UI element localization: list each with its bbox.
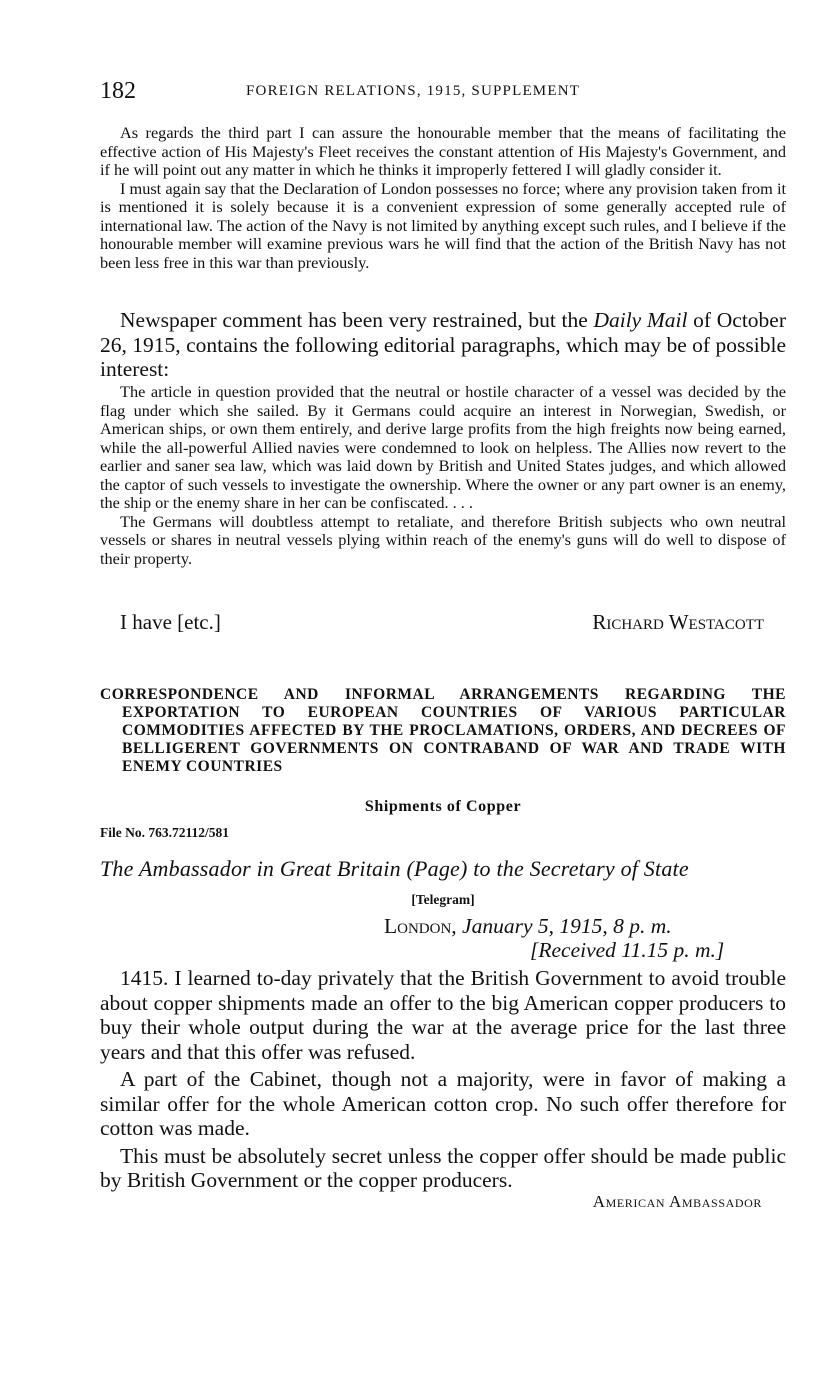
letter-signoff [120,610,764,640]
dateline [384,914,672,939]
running-head: FOREIGN RELATIONS, 1915, SUPPLEMENT [246,83,581,99]
telegram-paragraph-1: 1415. I learned to-day privately that the British Government to avoid trouble about copper shipments made an offer to the big American copper producers to buy their whole output during the war at the average price for the last three years and that this offer was refused. [100,966,786,1064]
newspaper-intro [100,308,786,382]
closing-formula: I have [etc.] [120,610,221,634]
newspaper-name: Daily Mail [593,308,688,332]
telegram-label: [Telegram] [411,892,475,907]
file-number: File No. 763.72112/581 [100,825,229,840]
telegram-paragraph-2: A part of the Cabinet, though not a majority, were in favor of making a similar offer for the whole American cotton crop. No such offer therefore for cotton was made. [100,1067,786,1140]
parliament-reply [100,124,786,272]
section-title: CORRESPONDENCE AND INFORMAL ARRANGEMENTS REGARDING THE EXPORTATION TO EUROPEAN COUNTRIES OF VARIOUS PARTICULAR COMMODITIES AFFECTED BY THE PROCLAMATIONS, ORDERS, AND DECREES OF BELLIGERENT GOVERNMENTS ON CONTRABAND OF WAR AND TRADE WITH ENEMY COUNTRIES [100,686,786,775]
editorial-paragraph-2: The Germans will doubtless attempt to retaliate, and therefore British subjects who own neutral vessels or shares in neutral vessels plying within reach of the enemy's guns will do well to dispose of their property. [100,511,786,568]
page-header [100,78,740,108]
dateline-city: London, [384,914,457,938]
reply-paragraph-2: I must again say that the Declaration of London possesses no force; where any provision taken from it is mentioned it is solely because it is a convenient expression of some generally accepted rule of international law. The action of the Navy is not limited by anything except such rules, and I believe if the honourable member will examine previous wars he will find that the action of the British Navy has not been less free in this war than previously. [100,178,786,272]
newspaper-intro-paragraph [100,308,786,382]
reply-paragraph-1: As regards the third part I can assure the honourable member that the means of facilitating the effective action of His Majesty's Fleet receives the constant attention of His Majesty's Government, and if he will point out any matter in which he thinks it improperly fettered I will gladly consider it. [100,123,786,179]
intro-before: Newspaper comment has been very restrained, but the [120,308,594,332]
intro-after: of October 26, 1915, contains the following editorial paragraphs, which may be of possible interest: [100,308,787,381]
signature: Richard Westacott [592,610,764,634]
page-number: 182 [100,78,136,104]
telegram-paragraph-3: This must be absolutely secret unless the copper offer should be made public by British Government or the copper producers. [100,1143,786,1192]
dateline-date: January 5, 1915, 8 p. m. [456,914,672,938]
document-title: The Ambassador in Great Britain (Page) to the Secretary of State [100,856,689,881]
received-time: [Received 11.15 p. m.] [530,938,725,962]
telegram-body [100,966,786,1193]
editorial-paragraph-1: The article in question provided that the neutral or hostile character of a vessel was decided by the flag under which she sailed. By it Germans could acquire an interest in Norwegian, Swedish, or American ships, or own them entirely, and derive large profits from the high freights now being earned, while the all-powerful Allied navies were condemned to look on helpless. The Allies now revert to the earlier and saner sea law, which was laid down by British and United States judges, and which allowed the captor of such vessels to investigate the ownership. Where the owner or any part owner is an enemy, the ship or the enemy share in her can be confiscated. . . . [100,382,786,512]
section-subhead: Shipments of Copper [364,798,522,815]
editorial-quote [100,383,786,568]
telegram-signature: American Ambassador [592,1192,762,1211]
